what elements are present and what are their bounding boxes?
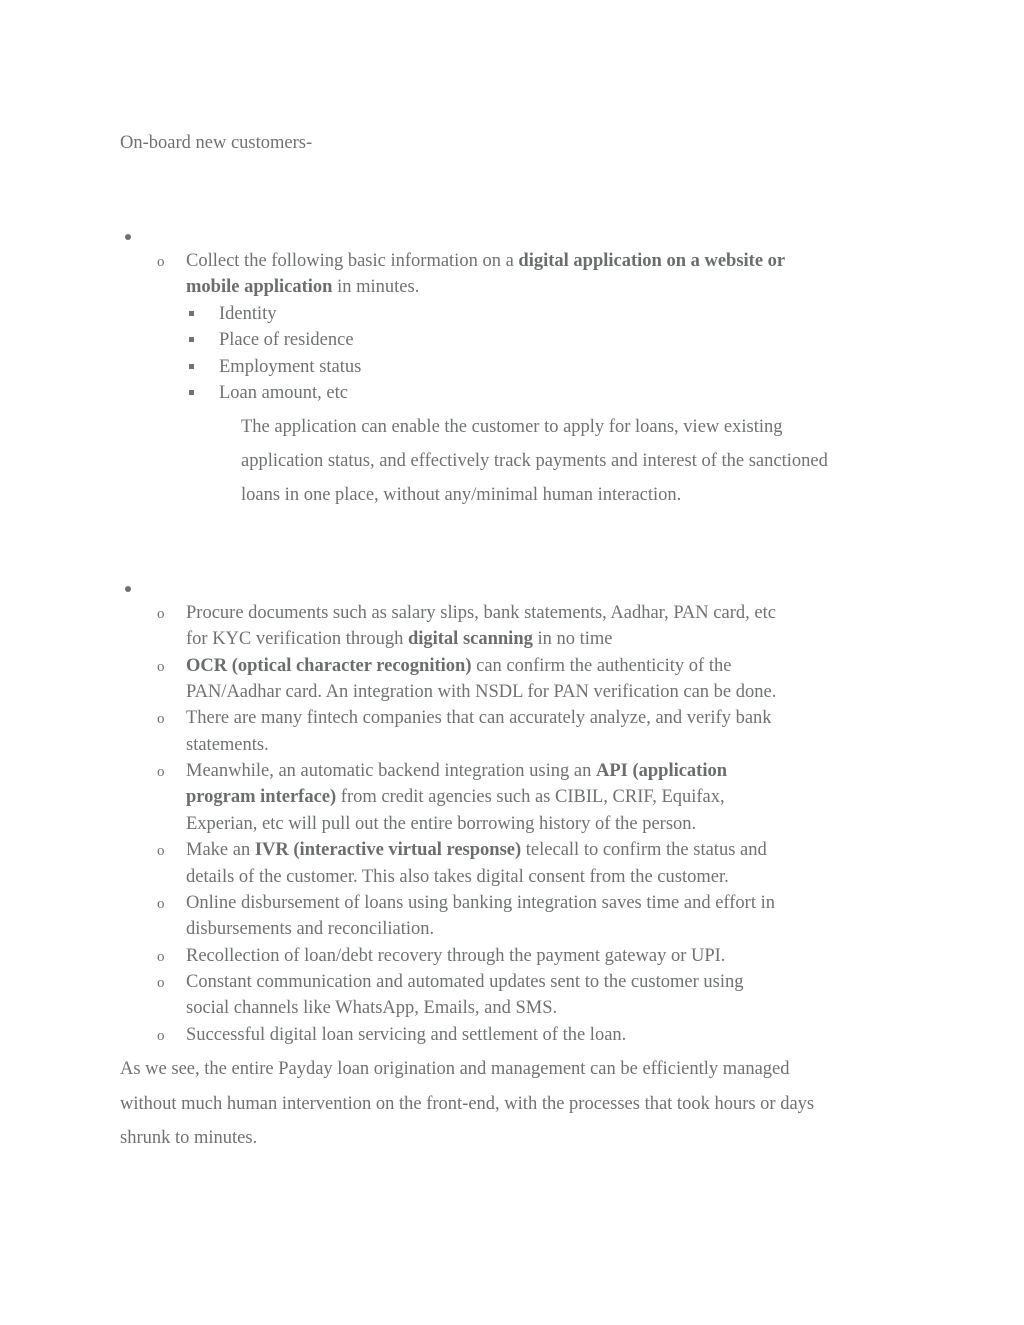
conclusion-line: without much human intervention on the front-end, with the processes that took hours or days <box>120 1094 815 1114</box>
list-item-text: for KYC verification through digital scanning in no time <box>186 629 613 649</box>
section-heading: On-board new customers- <box>120 133 313 153</box>
list-item-text: Constant communication and automated updates sent to the customer using <box>186 972 744 992</box>
list-item-text: PAN/Aadhar card. An integration with NSDL for PAN verification can be done. <box>186 682 777 702</box>
bullet-disc <box>125 234 131 240</box>
paragraph-line: application status, and effectively track payments and interest of the sanctioned <box>241 451 828 471</box>
bullet-circle: o <box>157 843 165 859</box>
bullet-circle: o <box>157 659 165 675</box>
bullet-square <box>189 390 194 395</box>
paragraph-line: loans in one place, without any/minimal human interaction. <box>241 485 682 505</box>
list-item-text: Experian, etc will pull out the entire borrowing history of the person. <box>186 814 697 834</box>
list-item-text: statements. <box>186 735 269 755</box>
conclusion-line: As we see, the entire Payday loan origination and management can be efficiently managed <box>120 1059 790 1079</box>
list-item-text: Collect the following basic information on a digital application on a website or <box>186 251 786 271</box>
list-item-text: program interface) from credit agencies such as CIBIL, CRIF, Equifax, <box>186 787 725 807</box>
bullet-circle: o <box>157 606 165 622</box>
list-item-text: Successful digital loan servicing and settlement of the loan. <box>186 1025 627 1045</box>
list-item-text: Make an IVR (interactive virtual response) telecall to confirm the status and <box>186 840 767 860</box>
list-item-text: OCR (optical character recognition) can confirm the authenticity of the <box>186 656 732 676</box>
bullet-circle: o <box>157 764 165 780</box>
list-item-text: Meanwhile, an automatic backend integration using an API (application <box>186 761 728 781</box>
bullet-disc <box>125 586 131 592</box>
sub-list-item: Place of residence <box>219 330 354 350</box>
bullet-circle: o <box>157 949 165 965</box>
bullet-circle: o <box>157 1028 165 1044</box>
bullet-circle: o <box>157 896 165 912</box>
conclusion-line: shrunk to minutes. <box>120 1128 258 1148</box>
sub-list-item: Employment status <box>219 357 362 377</box>
list-item-text: Procure documents such as salary slips, bank statements, Aadhar, PAN card, etc <box>186 603 776 623</box>
bullet-square <box>189 364 194 369</box>
bullet-circle: o <box>157 711 165 727</box>
bullet-circle: o <box>157 975 165 991</box>
list-item-text: social channels like WhatsApp, Emails, and SMS. <box>186 998 558 1018</box>
list-item-text: Online disbursement of loans using banking integration saves time and effort in <box>186 893 775 913</box>
list-item-text: mobile application in minutes. <box>186 277 420 297</box>
sub-list-item: Identity <box>219 304 277 324</box>
bullet-circle: o <box>157 254 165 270</box>
list-item-text: Recollection of loan/debt recovery through the payment gateway or UPI. <box>186 946 726 966</box>
sub-list-item: Loan amount, etc <box>219 383 348 403</box>
list-item-text: There are many fintech companies that can accurately analyze, and verify bank <box>186 708 772 728</box>
paragraph-line: The application can enable the customer to apply for loans, view existing <box>241 417 783 437</box>
list-item-text: details of the customer. This also takes digital consent from the customer. <box>186 867 729 887</box>
list-item-text: disbursements and reconciliation. <box>186 919 435 939</box>
bullet-square <box>189 337 194 342</box>
bullet-square <box>189 311 194 316</box>
